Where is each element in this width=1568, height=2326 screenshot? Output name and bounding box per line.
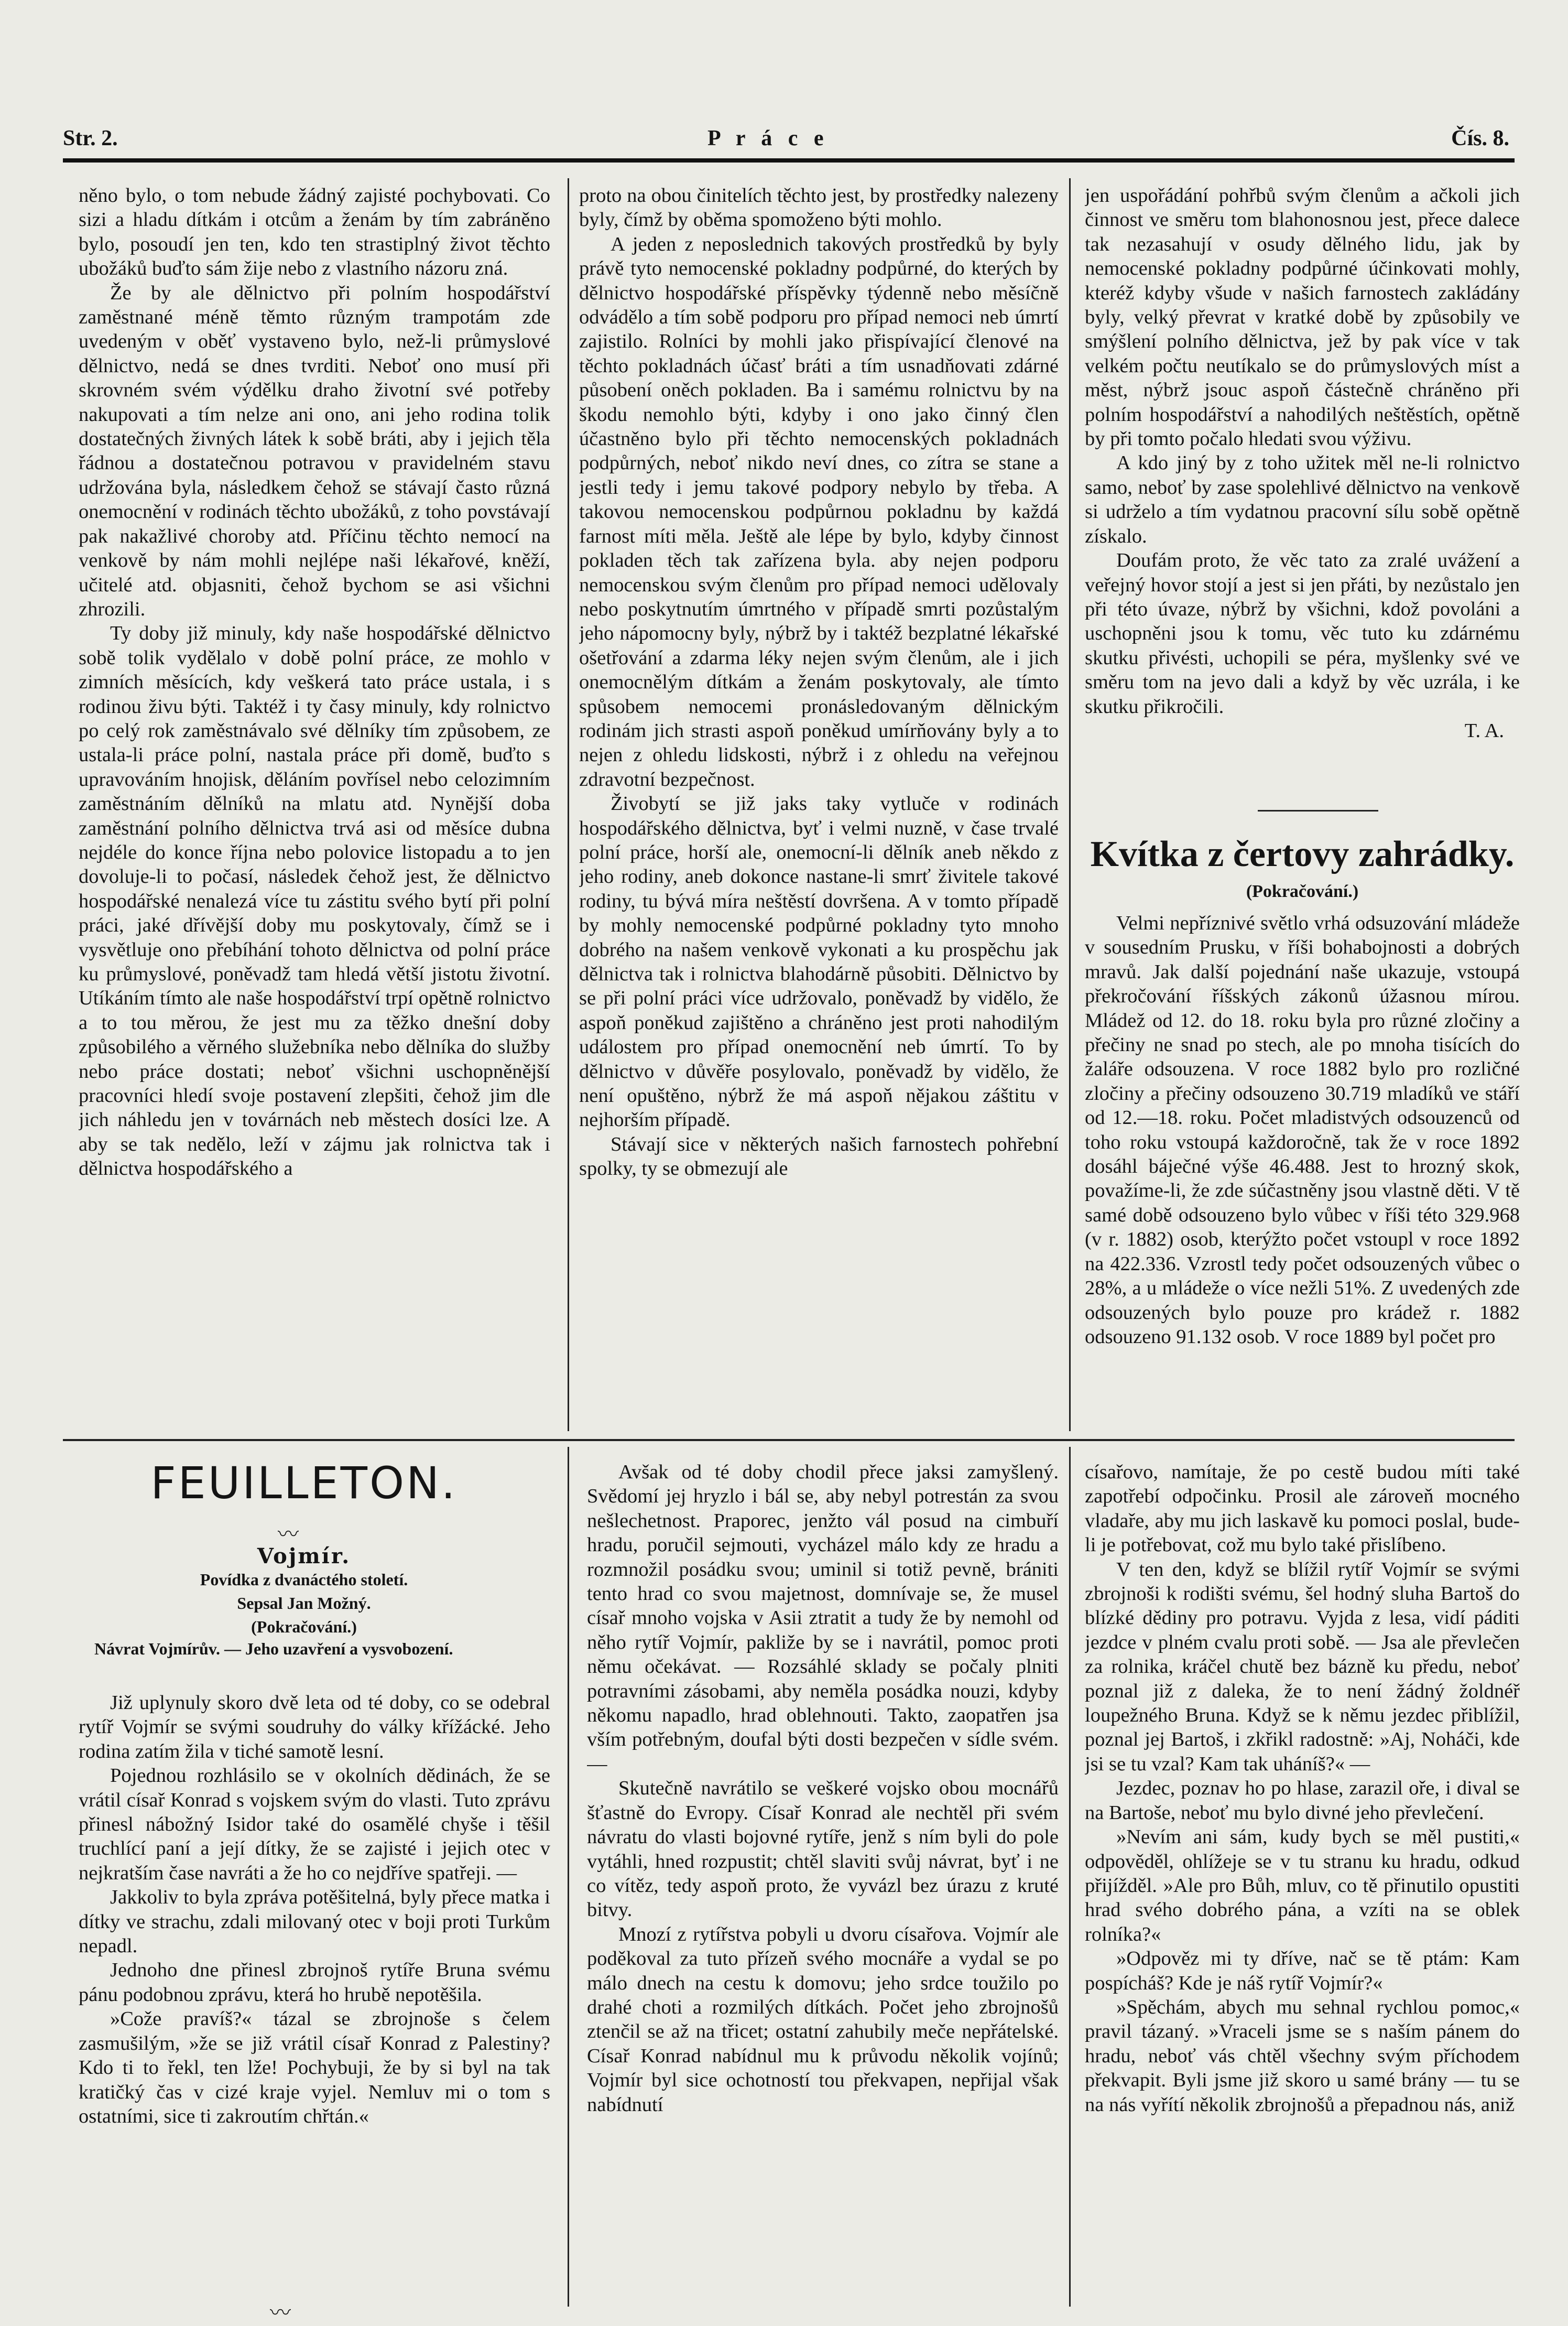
paragraph: jen uspořádání pohřbů svým členům a ačkoli jich činnost ve směru tom blahonosnou jest, přece dalece tak nezasahují v osudy dělného lidu, jak by nemocenské pokladny podpůrné účinkovati mohly, kteréž kdyby všude v našich farnostech zakládány byly, velký převrat v kratké době by způsobily ve smýšlení polního dělnictva, jež by pak více v tak velkém počtu neutíkalo se do průmyslových míst a měst, nýbrž jsouc aspoň částečně chráněno při polním hospodářství a nahodilých neštěstích, opětně by při tomto počalo hledati svou výživu.	[1085, 185, 1520, 450]
column-divider	[568, 1447, 569, 2307]
paragraph: Mnozí z rytířstva pobyli u dvoru císařova. Vojmír ale poděkoval za tuto přízeň svého mocnáře a vydal se po málo dnech na cestu k domovu; jeho srdce toužilo po drahé choti a rozmilých dítkách. Počet jeho zbrojnošů ztenčil se až na třicet; ostatní zahubily meče nepřátelské. Císař Konrad nabídnul mu k průvodu několik vojínů; Vojmír byl sice ochotností tou překvapen, nepřijal však nabídnutí	[587, 1923, 1059, 2116]
story-subtitle: Povídka z dvanáctého století.	[200, 1570, 408, 1589]
article-column-2	[579, 183, 1059, 1426]
paragraph: proto na obou činitelích těchto jest, by prostředky nalezeny byly, čímž by oběma spomoženo býti mohlo.	[579, 185, 1059, 231]
paragraph: »Odpověz mi ty dříve, nač se tě ptám: Kam pospícháš? Kde je náš rytíř Vojmír?«	[1085, 1948, 1520, 1994]
paragraph: »Cože pravíš?« tázal se zbrojnoše s čelem zasmušilým, »že se již vrátil císař Konrad z Palestiny? Kdo ti to řekl, ten lže! Pochybuji, že by si byl na tak kratičký čas v cizé kraje vyjel. Nemluv mi o tom s ostatními, sice ti zakroutím chřtán.«	[79, 2008, 550, 2127]
feuilleton-rule	[63, 1439, 1515, 1441]
header-rule	[63, 158, 1515, 163]
feuilleton-column-1	[79, 1691, 550, 2293]
paragraph: Stávají sice v některých našich farnostech pohřební spolky, ty se obmezují ale	[579, 1133, 1059, 1180]
paragraph: Jednoho dne přinesl zbrojnoš rytíře Bruna svému pánu podobnou zprávu, která ho hrubě nepotěšila.	[79, 1959, 550, 2006]
paragraph: císařovo, namítaje, že po cestě budou míti také zapotřebí odpočinku. Prosil ale zároveň mocného vladaře, aby mu jich laskavě ku pomoci poslal, bude-li je potřebovat, což mu bylo také přislíbeno.	[1085, 1461, 1520, 1556]
issue-number: Čís. 8.	[1451, 126, 1509, 150]
paragraph: Pojednou rozhlásilo se v okolních dědinách, že se vrátil císař Konrad s vojskem svým do vlasti. Tuto zprávu přinesl nábožný Isidor také do osamělé chyše i těšil truchlící paní a její dítky, že se zajisté i jejich otec v nejkratším čase navráti a že ho co nejdříve spatřeji. —	[79, 1765, 550, 1884]
paragraph: něno bylo, o tom nebude žádný zajisté pochybovati. Co sizi a hladu dítkám i otcům a ženám by tím zabráněno bylo, posoudí jen ten, kdo ten strastiplný život těchto ubožáků buďto sám žije nebo z vlastního názoru zná.	[79, 185, 550, 280]
ornament-tilde: 〰	[278, 1522, 299, 1546]
paragraph: Skutečně navrátilo se veškeré vojsko obou mocnářů šťastně do Evropy. Císař Konrad ale nechtěl při svém návratu do vlasti bojovné rytíře, jenž s ním byli do pole vytáhli, hned rozpustit; chtěl slaviti svůj návrat, byť i ne co vítěz, tedy aspoň proto, že vyvázl bez úrazu z kruté bitvy.	[587, 1777, 1059, 1921]
story-continued: (Pokračování.)	[251, 1617, 357, 1636]
story-author: Sepsal Jan Možný.	[237, 1594, 371, 1613]
column-divider	[1069, 178, 1071, 1431]
column-divider	[568, 178, 569, 1431]
paragraph: Jakkoliv to byla zpráva potěšitelná, byly přece matka i dítky ve strachu, zdali milovaný otec v boji proti Turkům nepadl.	[79, 1886, 550, 1957]
paragraph: Již uplynuly skoro dvě leta od té doby, co se odebral rytíř Vojmír se svými soudruhy do války křížácké. Jeho rodina zatím žila v tiché samotě lesní.	[79, 1692, 550, 1762]
paragraph: »Nevím ani sám, kudy bych se měl pustiti,« odpověděl, ohlížeje se v tu stranu ku hradu, odkud přijížděl. »Ale pro Bůh, mluv, co tě přinutilo opustiti hrad svého dobrého pána, a vzíti na se oblek rolníka?«	[1085, 1826, 1520, 1945]
paragraph: A jeden z neposlednich takových prostředků by byly právě tyto nemocenské pokladny podpůrné, do kterých by dělnictvo hospodářské příspěvky týdenně nebo měsíčně odvádělo a tím sobě podporu pro případ nemoci neb úmrtí zajistilo. Rolníci by mohli jako přispívající členové na těchto pokladnách účasť bráti a tím usnadňovati zdárné působení oněch pokladen. Ba i samému rolnictvu by na škodu nemohlo býti, kdyby i ono jako činný člen účastněno bylo při těchto nemocenských pokladnách podpůrných, neboť nikdo neví dnes, co zítra se stane a jestli tedy i jemu takové podpory nebylo by třeba. A takovou nemocenskou podpůrnou pokladnu by každá farnost míti měla. Ještě ale lépe by bylo, kdyby činnost pokladen těch tak zařízena byla. aby nejen podporu nemocenskou svým členům pro případ nemoci udělovaly nebo poskytnutím úmrtného v případě smrti pozůstalým jeho nápomocny byly, nýbrž by i taktéž bezplatné lékařské ošetřování a zdarma léky nejen svým členům, ale i jich onemocnělým dítkám a ženám poskytovaly, ale tímto spůsobem nemocemi pronásledovaným dělnickým rodinám jich strasti aspoň poněkud umírňovány byly a to nejen z ohledu lidskosti, nýbrž i z ohledu na veřejnou zdravotní bezpečnost.	[579, 233, 1059, 791]
newspaper-title: P r á c e	[707, 126, 829, 150]
paragraph: Jezdec, poznav ho po hlase, zarazil oře, i dival se na Bartoše, neboť mu bylo divné jeho převlečení.	[1085, 1777, 1520, 1824]
paragraph: Doufám proto, že věc tato za zralé uvážení a veřejný hovor stojí a jest si jen přáti, by nezůstalo jen při této úvaze, nýbrž by všichni, kdož povoláni a uschopněni jsou k tomu, věc tuto ku zdárnému skutku přivésti, uchopili se péra, myšlenky své ve směru tom na jevo dali a když by věc uzrála, i ke skutku přikročili.	[1085, 549, 1520, 718]
paragraph: Velmi nepříznivé světlo vrhá odsuzování mládeže v sousedním Prusku, v říši bohabojnosti a dobrých mravů. Jak další pojednání naše ukazuje, vstoupá překročování říšských zákonů úžasnou mírou. Mládež od 12. do 18. roku byla pro různé zločiny a přečiny ne snad po stech, ale po mnoha tisících do žaláře odsouzena. V roce 1882 bylo pro rozličné zločiny a přečiny odsouzeno 30.719 mladíků ve stáří od 12.—18. roku. Počet mladistvých odsouzenců od toho roku vstoupá každoročně, tak že v roce 1892 dosáhl báječné výše 46.488. Jest to hrozný skok, považíme-li, že zde súčastněny jsou vlastně děti. V tě samé době odsouzeno bylo vůbec v říši této 329.968 (v r. 1882) osob, kterýžto počet vstoupl v roce 1892 na 422.336. Vzrostl tedy počet odsouzených vůbec o 28%, a u mládeže o více nežli 51%. Z uvedených zde odsouzených bylo pouze pro krádež r. 1882 odsouzeno 91.132 osob. V roce 1889 byl počet pro	[1085, 912, 1520, 1348]
paragraph: Ty doby již minuly, kdy naše hospodářské dělnictvo sobě tolik vydělalo v době polní práce, ze mohlo v zimních měsících, kdy veškerá tato práce ustala, i s rodinou živu býti. Taktéž i ty časy minuly, kdy rolnictvo po celý rok zaměstnávalo své dělníky tím způsobem, ze ustala-li práce polní, nastala práce při domě, buďto s upravováním hnojisk, děláním povřísel nebo celozimním zaměstnáním dělníků na mlatu atd. Nynější doba zaměstnání polního dělnictva trvá asi od měsíce dubna nejdéle do konce října nebo polovice listopadu a to jen dovoluje-li to počasí, následek čehož jest, že dělnictvo hospodářské nenalezá více tu zástitu svého bytí při polní práci, jaké dřívější doby mu poskytovaly, čímž se i vysvětluje ono přebíhání tohoto dělnictva od polní práce ku průmyslové, poněvadž tam hledá větší jistotu životní. Utíkáním tímto ale naše hospodářství trpí opětně rolnictvo a to tou měrou, že jest mu za těžko dnešní doby způsobilého a věrného služebníka nebo dělníka do služby nebo práce dostati; neboť všichni uschopněnější pracovníci hledí svoje postavení zlepšiti, čehož jim dle jich náhledu jen v továrnách neb městech dosíci lze. A aby se tak nedělo, leží v zájmu jak rolnictva tak i dělnictva hospodářského a	[79, 622, 550, 1180]
paragraph: Avšak od té doby chodil přece jaksi zamyšlený. Svědomí jej hryzlo i bál se, aby nebyl potrestán za svou nešlechetnost. Praporec, jenžto vál posud na cimbuří hradu, poručil sejmouti, vycházel málo kdy ze hradu a rozmnožil posádku svou; uminil si totiž pevně, brániti tento hrad co svou majetnost, domnívaje se, že musel císař mnoho vojska v Asii ztratit a tudy že by nemohl od něho rytíř Vojmír, pakliže by se i navrátil, pomoc proti němu očekávat. — Rozsáhlé sklady se počaly plniti potravními zásobami, aby neměla posádka nouzi, kdyby někomu napadlo, hrad oblehnouti. Takto, zaopatřen jsa vším potřebným, doufal býti dosti bezpečen v sídle svém. —	[587, 1461, 1059, 1775]
article-column-1	[79, 183, 550, 1426]
kvitka-column	[1085, 911, 1520, 1425]
paragraph: V ten den, když se blížil rytíř Vojmír se svými zbrojnoši k rodišti svému, šel hodný sluha Bartoš do blízké dědiny pro potravu. Vyjda z lesa, vidí páditi jezdce v plném cvalu proti sobě. — Jsa ale převlečen za rolnika, kráčel chutě bez bázně ku předu, neboť poznal již z daleka, že to není žádný žoldnéř loupežného Bruna. Když se k němu jezdec přiblížil, poznal jej Bartoš, i zkřikl radostně: »Aj, Noháči, kde jsi se tu vzal? Kam tak uháníš?« —	[1085, 1558, 1520, 1775]
story-title: Vojmír.	[257, 1544, 351, 1568]
kvitka-continued: (Pokračování.)	[1246, 882, 1359, 901]
article-column-3	[1085, 183, 1520, 794]
ornament-end: 〰	[270, 2301, 291, 2325]
paragraph: »Spěchám, abych mu sehnal rychlou pomoc,« pravil tázaný. »Vraceli jsme se s naším pánem do hradu, neboť vás chtěl všechny svým příchodem překvapit. Byli jsme již skoro u samé brány — tu se na nás vyřítí několik zbrojnošů a přepadnou nás, aniž	[1085, 1996, 1520, 2116]
section-divider	[1258, 810, 1378, 812]
kvitka-heading: Kvítka z čertovy zahrádky.	[1090, 834, 1515, 874]
author-initials: T. A.	[1464, 719, 1504, 742]
chapter-title: Návrat Vojmírův. — Jeho uzavření a vysvobození.	[94, 1639, 453, 1658]
feuilleton-heading: FEUILLETON.	[150, 1457, 458, 1509]
column-divider	[1069, 1447, 1071, 2307]
paragraph: Živobytí se již jaks taky vytluče v rodinách hospodářského dělnictva, byť i velmi nuzně, v čase trvalé polní práce, horší ale, onemocní-li dělník aneb někdo z jeho rodiny, aneb dokonce nastane-li smrť živitele takové rodiny, tu bývá míra neštěstí dovršena. A v tomto případě by mohly nemocenské podpůrné pokladny tyto mnoho dobrého na našem venkově vykonati a ku prospěchu jak dělnictva tak i rolnictva blahodárně působiti. Dělnictvo by se při polní práci více udržovalo, poněvadž by vidělo, že aspoň poněkud zajištěno a chráněno jest proti nahodilým událostem pro případ onemocnění neb úmrtí. To by dělnictvo v důvěře posylovalo, poněvadž by vidělo, že není opuštěno, nýbrž že má aspoň nějakou záštitu v nejhorším případě.	[579, 793, 1059, 1131]
paragraph: A kdo jiný by z toho užitek měl ne-li rolnictvo samo, neboť by zase spolehlivé dělnictvo na venkově si udrželo a tím vydatnou pracovní sílu sobě opětně získalo.	[1085, 452, 1520, 547]
page-header	[63, 126, 1509, 157]
page-number: Str. 2.	[63, 126, 118, 150]
feuilleton-column-2	[587, 1460, 1059, 2309]
paragraph: Že by ale dělnictvo při polním hospodářství zaměstnané méně těmto různým trampotám zde uvedeným v oběť vystaveno bylo, než-li průmyslové dělnictvo, nedá se dnes tvrditi. Neboť ono musí při skrovném svém výdělku draho životní své potřeby nakupovati a tím nelze ani ono, ani jeho rodina tolik dostatečných živných látek k sobě bráti, aby i jejich těla řádnou a dostatečnou potravou v pravidelném stavu udržována byla, následkem čehož se stávají často různá onemocnění v rodinách těchto ubožáků, z toho povstávají pak nakažlivé choroby atd. Příčinu těchto nemocí na venkově by nám mohli nejlépe naši lékařové, kněží, učitelé atd. objasniti, čehož bychom se asi všichni zhrozili.	[79, 282, 550, 620]
feuilleton-column-3	[1085, 1460, 1520, 2309]
